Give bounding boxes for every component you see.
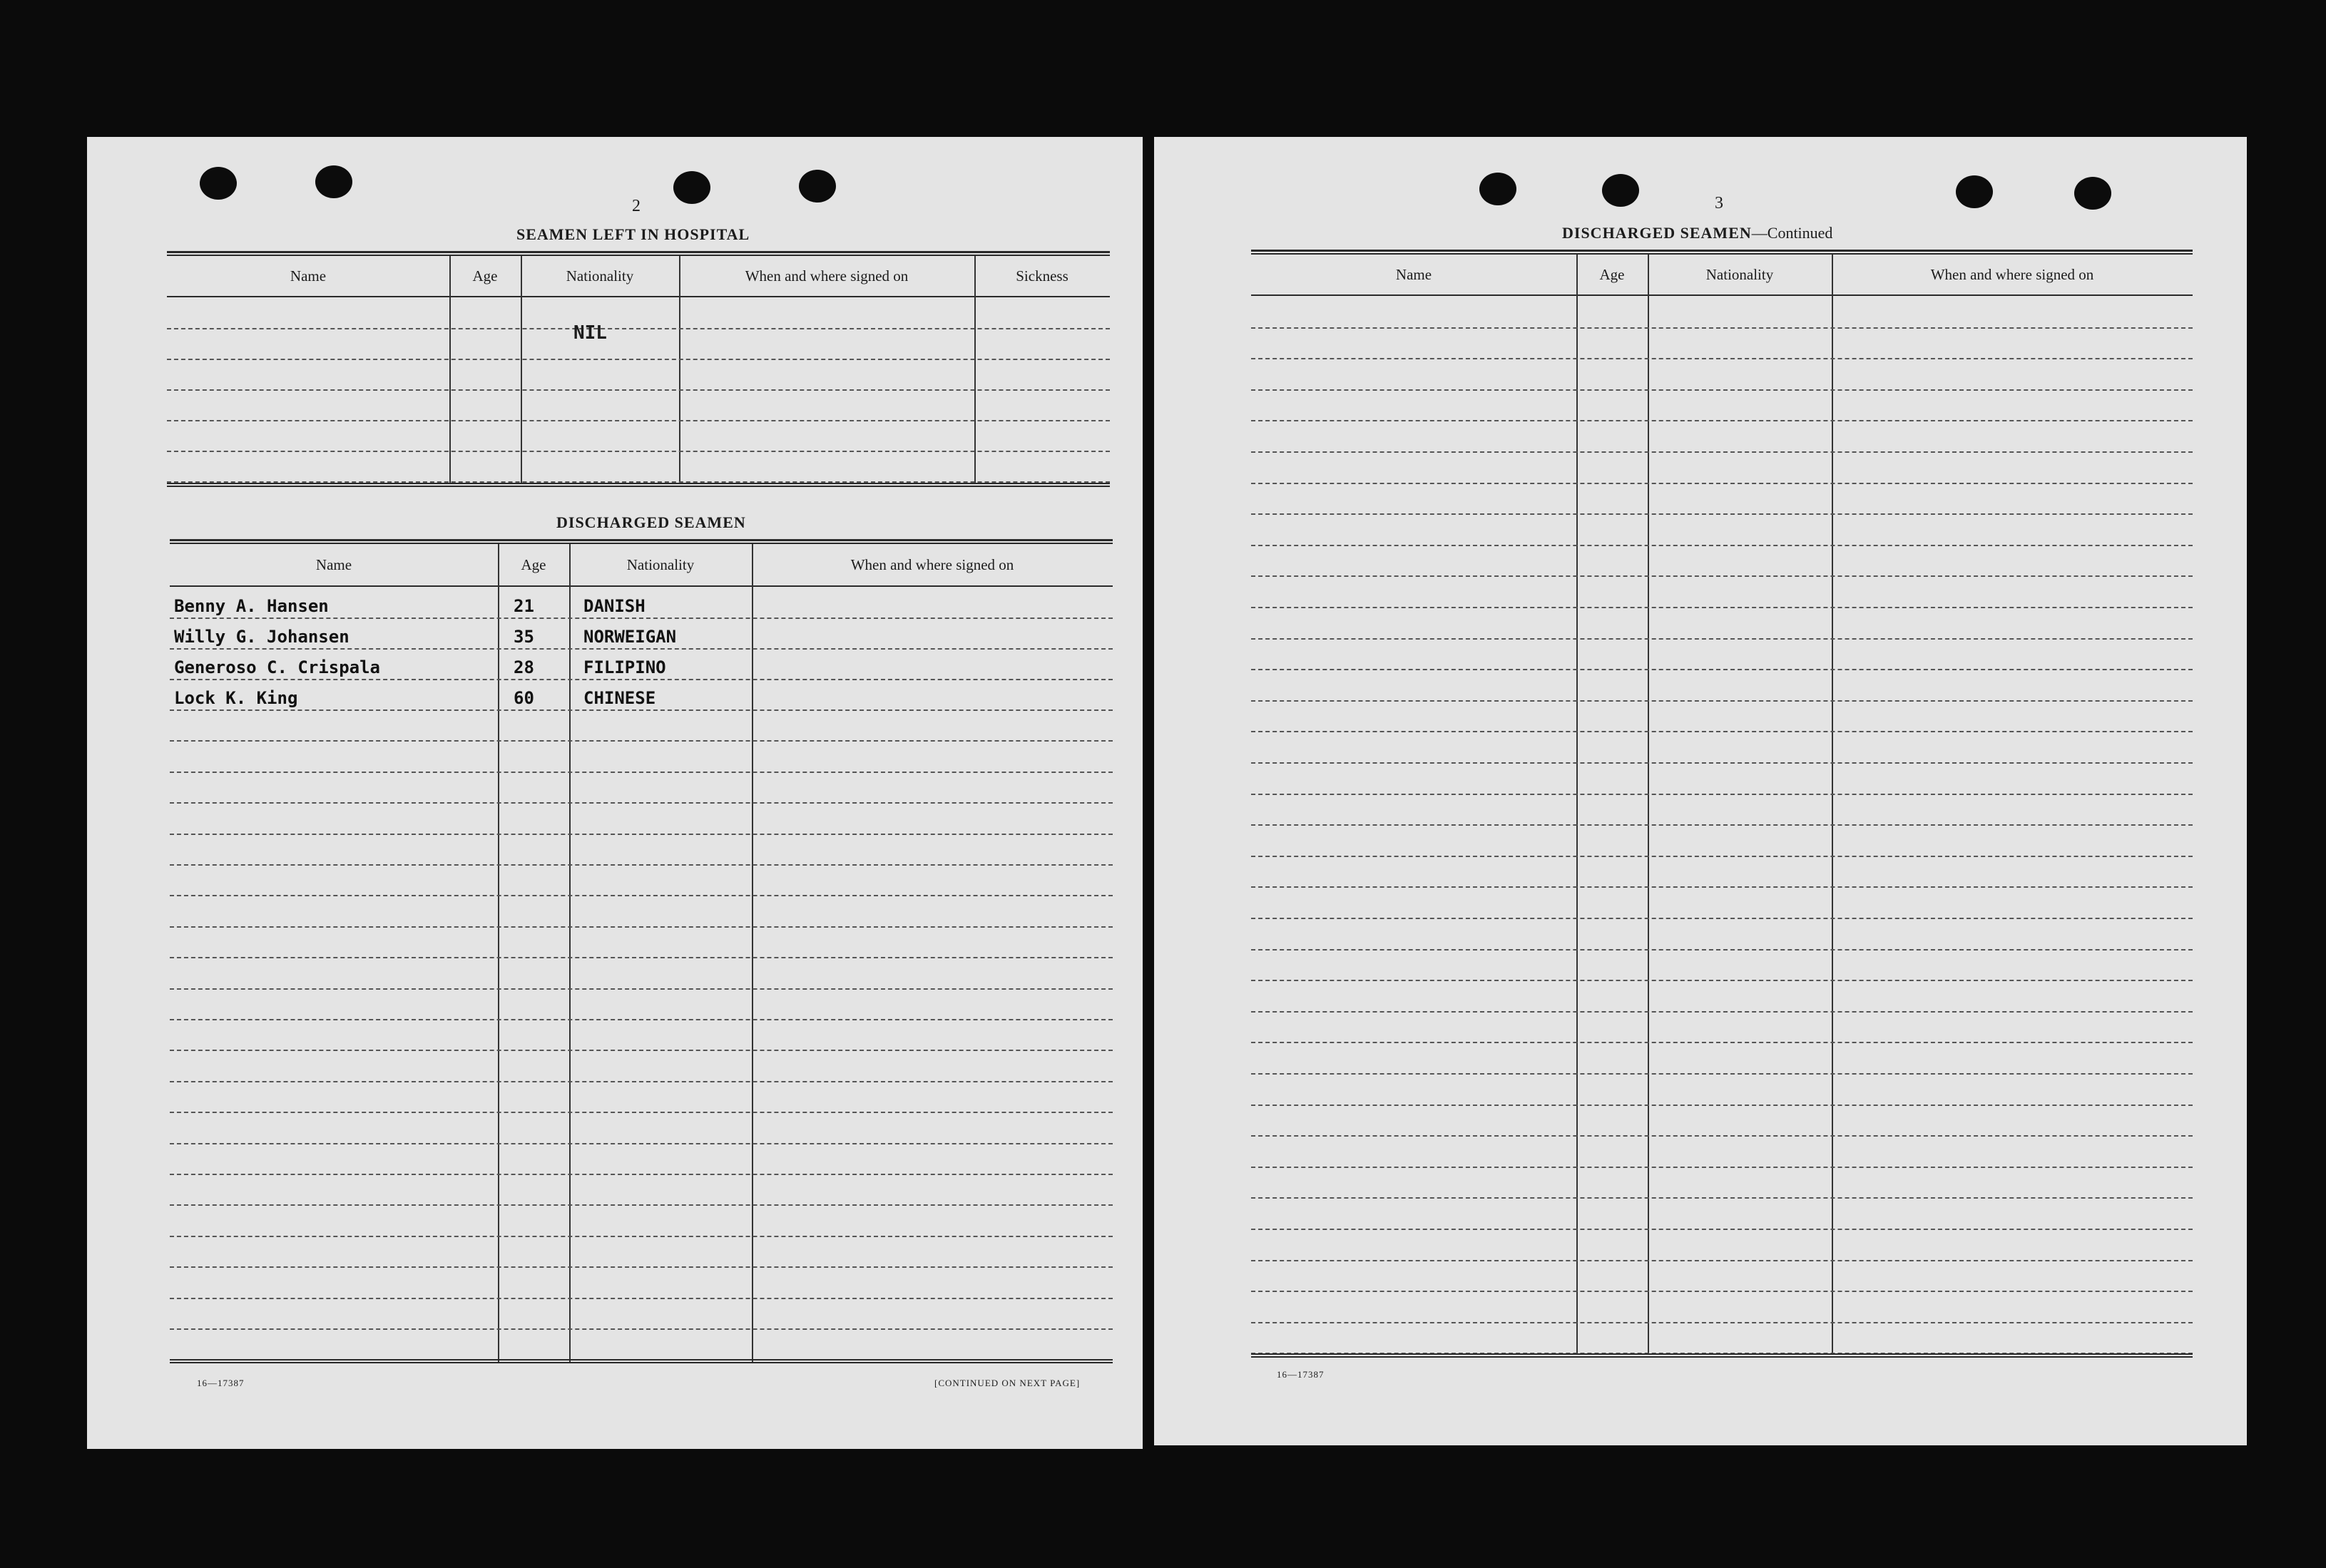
table-header: [167, 256, 1110, 297]
table-row: [167, 420, 1110, 452]
table-row: [170, 1050, 1113, 1082]
table-bottom-rule: [1251, 1353, 2193, 1358]
table-row: [170, 648, 1113, 680]
column-header-nationality: Nationality: [566, 267, 634, 285]
table-row: [170, 587, 1113, 619]
form-number: 16—17387: [1277, 1369, 1325, 1380]
table-row: [1251, 451, 2193, 484]
form-number: 16—17387: [197, 1378, 245, 1388]
seaman-nationality: FILIPINO: [583, 657, 666, 677]
table-row: [170, 1266, 1113, 1298]
column-header-age: Age: [521, 555, 546, 573]
table-row: [1251, 638, 2193, 671]
punch-hole: [799, 170, 836, 203]
table-row: [1251, 886, 2193, 919]
table-row: [1251, 389, 2193, 422]
table-row: [1251, 1167, 2193, 1199]
table-row: [170, 834, 1113, 866]
table-row: [1251, 1291, 2193, 1323]
table-row: [1251, 794, 2193, 826]
table-row: [1251, 607, 2193, 640]
table-row: [1251, 327, 2193, 360]
column-header-name: Name: [290, 267, 327, 285]
seaman-name: Willy G. Johansen: [174, 627, 350, 647]
punch-hole: [1956, 175, 1993, 208]
seaman-age: 28: [514, 657, 534, 677]
title-main: DISCHARGED SEAMEN: [1562, 224, 1752, 242]
seaman-nationality: CHINESE: [583, 688, 656, 708]
table-row: [170, 618, 1113, 650]
table-row: [170, 1019, 1113, 1051]
table-row: [1251, 1322, 2193, 1355]
table-row: [170, 1298, 1113, 1330]
table-header: [170, 544, 1113, 587]
table-row: [1251, 669, 2193, 702]
table-top-rule: [167, 251, 1110, 256]
table-row: [170, 802, 1113, 834]
table-row: [167, 359, 1110, 391]
table-row: [1251, 1135, 2193, 1168]
table-row: [170, 1143, 1113, 1175]
seaman-nationality: NORWEIGAN: [583, 627, 677, 647]
table-row: [1251, 1042, 2193, 1075]
seaman-name: Benny A. Hansen: [174, 596, 329, 616]
punch-hole: [315, 165, 352, 198]
table-row: [1251, 1197, 2193, 1230]
discharged-section-title: DISCHARGED SEAMEN: [556, 513, 746, 531]
column-header-name: Name: [315, 555, 352, 573]
table-row: [1251, 513, 2193, 546]
table-row: [1251, 918, 2193, 950]
table-row: [170, 988, 1113, 1020]
table-bottom-rule: [170, 1359, 1113, 1363]
seaman-age: 35: [514, 627, 534, 647]
punch-hole: [1479, 173, 1516, 205]
right-page: [1154, 137, 2247, 1445]
column-header-sickness: Sickness: [1016, 267, 1068, 285]
punch-hole: [673, 171, 710, 204]
punch-hole: [1602, 174, 1639, 207]
table-row: [1251, 949, 2193, 982]
column-header-signed-on: When and where signed on: [1930, 265, 2094, 283]
table-header: [1251, 255, 2193, 296]
table-row: [1251, 1011, 2193, 1044]
table-row: [170, 895, 1113, 927]
seaman-age: 60: [514, 688, 534, 708]
table-row: [1251, 856, 2193, 888]
column-header-nationality: Nationality: [626, 555, 695, 573]
seaman-name: Lock K. King: [174, 688, 298, 708]
column-header-age: Age: [472, 267, 498, 285]
hospital-table: [167, 251, 1110, 491]
table-row: [170, 957, 1113, 989]
table-row: [1251, 1260, 2193, 1293]
table-row: [1251, 420, 2193, 453]
discharged-continued-title: [1562, 224, 1832, 242]
table-row: [1251, 1073, 2193, 1106]
table-row: [1251, 545, 2193, 578]
table-row: [170, 679, 1113, 711]
discharged-continued-table: [1251, 250, 2193, 1359]
left-page: [87, 137, 1143, 1449]
table-row: [170, 926, 1113, 958]
table-row: [167, 389, 1110, 421]
table-row: [1251, 824, 2193, 857]
discharged-table: [170, 539, 1113, 1366]
table-row: [1251, 700, 2193, 733]
table-top-rule: [170, 539, 1113, 544]
table-row: [167, 328, 1110, 360]
table-row: [1251, 1229, 2193, 1261]
page-number: 3: [1715, 194, 1723, 212]
table-row: [1251, 358, 2193, 391]
seaman-nationality: DANISH: [583, 596, 646, 616]
table-row: [170, 1112, 1113, 1144]
column-header-nationality: Nationality: [1705, 265, 1774, 283]
table-row: [170, 709, 1113, 742]
table-row: [167, 451, 1110, 483]
nil-stamp: NIL: [573, 322, 607, 344]
table-row: [1251, 575, 2193, 608]
column-header-signed-on: When and where signed on: [850, 555, 1014, 573]
table-row: [170, 772, 1113, 804]
punch-hole: [2074, 177, 2111, 210]
table-row: [170, 1204, 1113, 1236]
table-row: [1251, 731, 2193, 764]
table-top-rule: [1251, 250, 2193, 255]
table-row: [170, 864, 1113, 896]
hospital-section-title: SEAMEN LEFT IN HOSPITAL: [516, 225, 750, 243]
page-number: 2: [632, 197, 641, 215]
table-row: [1251, 980, 2193, 1013]
table-row: [167, 297, 1110, 329]
table-bottom-rule: [167, 483, 1110, 487]
punch-hole: [200, 167, 237, 200]
seaman-name: Generoso C. Crispala: [174, 657, 380, 677]
table-row: [170, 1328, 1113, 1361]
column-header-age: Age: [1599, 265, 1625, 283]
column-header-name: Name: [1395, 265, 1432, 283]
table-row: [1251, 296, 2193, 329]
table-row: [170, 1236, 1113, 1268]
table-row: [170, 1174, 1113, 1206]
table-row: [1251, 1105, 2193, 1137]
table-row: [170, 1081, 1113, 1113]
table-row: [1251, 762, 2193, 795]
seaman-age: 21: [514, 596, 534, 616]
table-row: [1251, 483, 2193, 516]
table-row: [170, 740, 1113, 772]
column-header-signed-on: When and where signed on: [745, 267, 909, 285]
continued-note: [CONTINUED ON NEXT PAGE]: [934, 1378, 1081, 1388]
title-suffix: —Continued: [1751, 224, 1833, 242]
